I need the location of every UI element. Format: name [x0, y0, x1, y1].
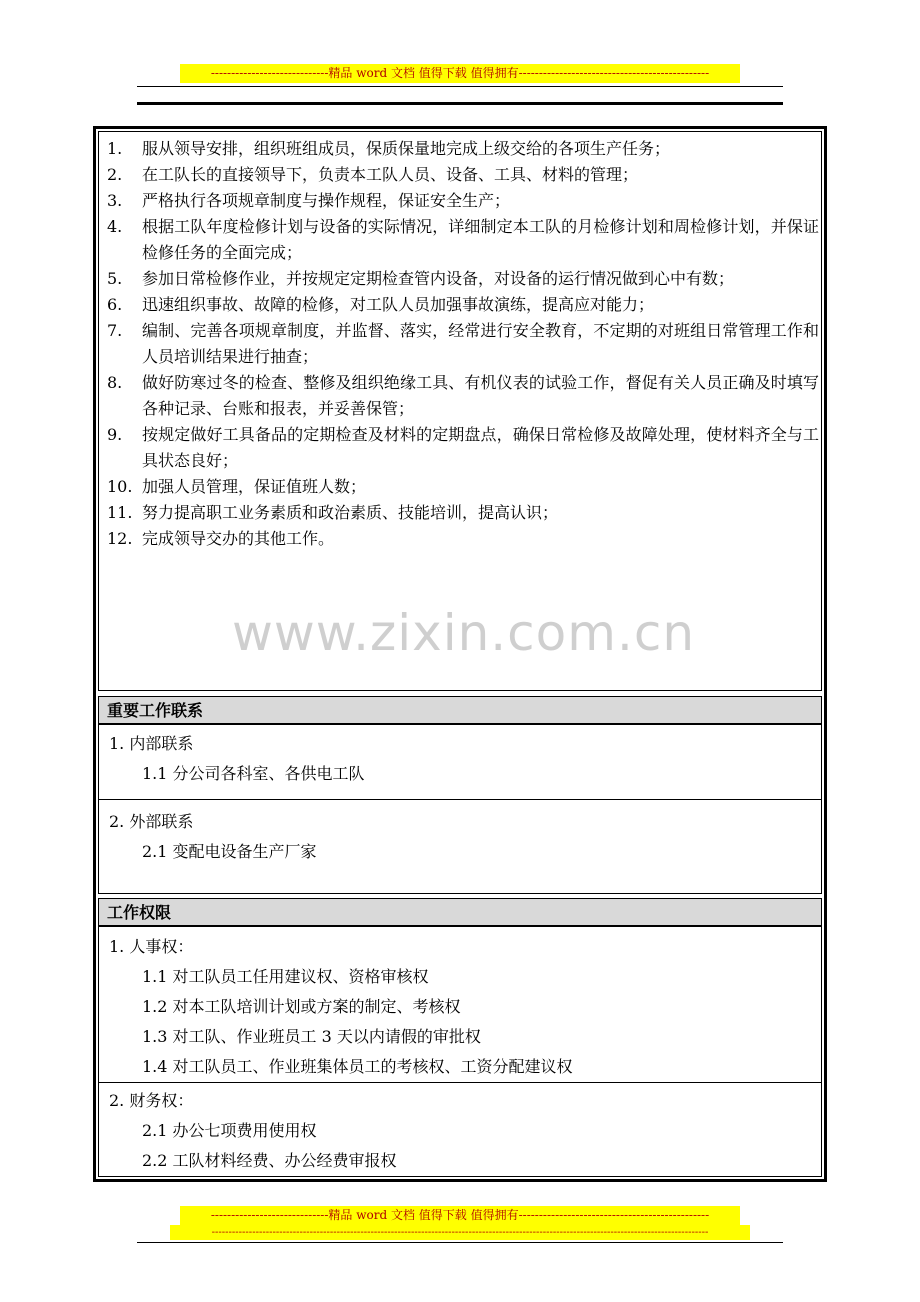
document-table [93, 126, 827, 1182]
external-relations-cell [98, 799, 822, 894]
duties-section: 1. 服从领导安排，组织班组成员，保质保量地完成上级交给的各项生产任务； 2. 在工队长的直接领导下，负责本工队人员、设备、工具、材料的管理； 3. 严格执行各项规章制度与操作规程，保证安全生产； 4. 根据工队年度检修计划与设备的实际情况，详细制定本工队的月检修计划和周检修计划，并保证检修任务的全面完成； 5. 参加日常检修作业，并按规定定期检查管内设备，对设备的运行情况做到心中有数； 6. 迅速组织事故、故障的检修，对工队人员加强事故演练，提高应对能力； 7. 编制、完善各项规章制度，并监督、落实，经常进行安全教育，不定期的对班组日常管理工作和人员培训结果进行抽查； 8. 做好防寒过冬的检查、整修及组织绝缘工具、有机仪表的试验工作，督促有关人员正确及时填写各种记录、台账和报表，并妥善保管； 9. 按规定做好工具备品的定期检查及材料的定期盘点，确保日常检修及故障处理，使材料齐全与工具状态良好； 10. 加强人员管理，保证值班人数； 11. 努力提高职工业务素质和政治素质、技能培训，提高认识； 12. 完成领导交办的其他工作。 [98, 131, 822, 691]
finance-authority-title: 2. 财务权： [109, 1091, 194, 1110]
personnel-authority-cell [98, 926, 822, 1083]
authority-item: 1.2 对本工队培训计划或方案的制定、考核权 [142, 997, 461, 1016]
finance-authority-cell [98, 1082, 822, 1177]
footer-rule [137, 1242, 783, 1243]
external-relations-title: 2. 外部联系 [109, 812, 194, 831]
internal-relations-cell [98, 724, 822, 800]
authority-item: 1.3 对工队、作业班员工 3 天以内请假的审批权 [142, 1027, 481, 1046]
section-header-authority: 工作权限 [98, 898, 822, 926]
footer-banner-dashes: --------------------------------------------------------------------------------------------------------------------------------------------------- [170, 1225, 750, 1240]
authority-item: 2.2 工队材料经费、办公经费审报权 [142, 1151, 397, 1170]
header-banner: -----------------------------精品 word 文档 值得下载 值得拥有----------------------------------------------- [180, 64, 740, 83]
footer-banner: -----------------------------精品 word 文档 值得下载 值得拥有----------------------------------------------- [180, 1206, 740, 1225]
personnel-authority-title: 1. 人事权： [109, 937, 194, 956]
section-header-relations: 重要工作联系 [98, 696, 822, 724]
authority-item: 2.1 办公七项费用使用权 [142, 1121, 317, 1140]
watermark: www.zixin.com.cn [232, 604, 696, 662]
header-rule-thick [137, 102, 783, 105]
header-rule-thin [137, 86, 783, 87]
relation-item: 2.1 变配电设备生产厂家 [142, 842, 317, 861]
authority-item: 1.4 对工队员工、作业班集体员工的考核权、工资分配建议权 [142, 1057, 573, 1076]
internal-relations-title: 1. 内部联系 [109, 734, 194, 753]
relation-item: 1.1 分公司各科室、各供电工队 [142, 764, 365, 783]
authority-item: 1.1 对工队员工任用建议权、资格审核权 [142, 967, 429, 986]
